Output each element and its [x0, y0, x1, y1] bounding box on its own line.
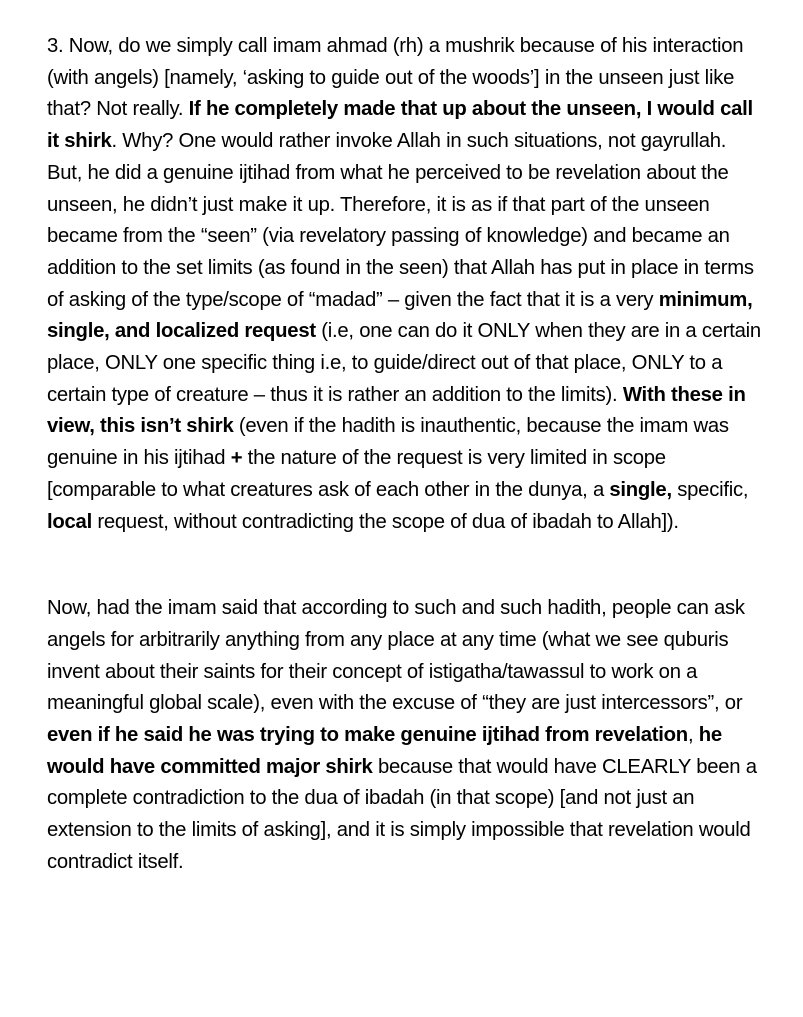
- text-run-bold: If he completely made that up about the unseen, I would call it shirk: [47, 98, 753, 153]
- text-run: ,: [687, 724, 699, 747]
- text-run: Now, had the imam said that according to such and such hadith, people can ask angels for arbitrarily anything from any place at any time (what we see quburis invent about their saints for their concept of istigatha/tawassul to work on a meaningful global scale), even with the excuse of “they are just intercessors”, or: [47, 597, 745, 715]
- text-run: because that would have CLEARLY been a complete contradiction to the dua of ibadah (in that scope) [and not just an extension to the limits of asking], and it is simply impossible that revelation would contradict itself.: [47, 755, 757, 873]
- text-run-bold: minimum, single, and localized request: [47, 288, 753, 343]
- paragraph: [47, 31, 764, 538]
- text-run-bold: single,: [609, 478, 672, 501]
- text-run-bold: +: [230, 447, 243, 470]
- paragraph: [47, 593, 764, 878]
- text-run-bold: even if he said he was trying to make genuine ijtihad from revelation: [47, 724, 688, 747]
- text-run-bold: local: [47, 510, 92, 533]
- document-text-block: [47, 31, 764, 879]
- text-run: the nature of the request is very limited in scope [comparable to what creatures ask of each other in the dunya, a: [47, 447, 666, 501]
- text-run: 3. Now, do we simply call imam ahmad (rh) a mushrik because of his interaction (with angels) [namely, ‘asking to guide out of the woods’] in the unseen just like that? Not really.: [47, 35, 744, 121]
- text-run: request, without contradicting the scope of dua of ibadah to Allah]).: [91, 510, 679, 533]
- text-run: (i.e, one can do it ONLY when they are in a certain place, ONLY one specific thing i.e, to guide/direct out of that place, ONLY to a certain type of creature – thus it is rather an addition to the limits).: [47, 320, 761, 406]
- text-run: specific,: [671, 478, 749, 501]
- text-run-bold: With these in view, this isn’t shirk: [47, 383, 746, 438]
- text-run-bold: he would have committed major shirk: [47, 724, 722, 778]
- text-run: (even if the hadith is inauthentic, because the imam was genuine in his ijtihad: [47, 415, 729, 470]
- text-run: . Why? One would rather invoke Allah in such situations, not gayrullah. But, he did a genuine ijtihad from what he perceived to be revelation about the unseen, he didn’t just make it up. Therefore, it is as if that part of the unseen became from the “seen” (via revelatory passing of knowledge) and became an addition to the set limits (as found in the seen) that Allah has put in place in terms of asking of the type/scope of “madad” – given the fact that it is a very: [47, 130, 754, 311]
